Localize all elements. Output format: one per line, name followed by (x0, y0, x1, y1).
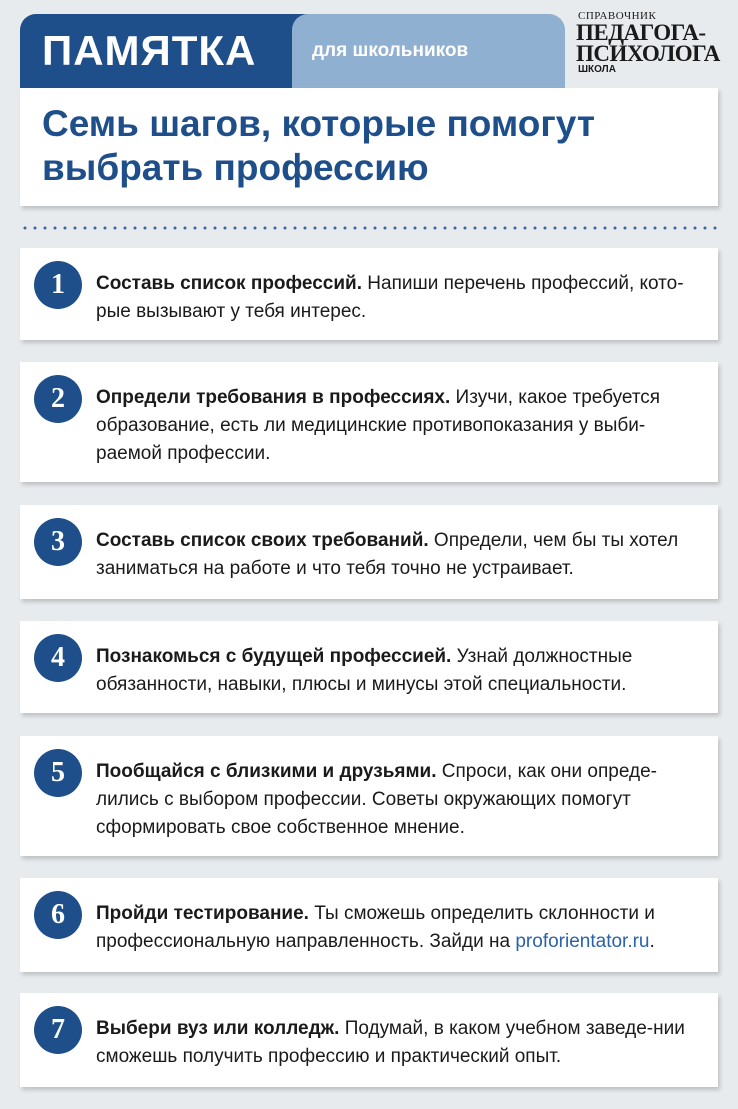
step-body: Определи, чем бы ты хотел заниматься на работе и что тебя точно не устраивает. (96, 530, 679, 579)
dotted-divider (20, 226, 718, 230)
step-card-5 (20, 736, 718, 856)
badge-header (20, 14, 320, 88)
step-number-badge: 6 (34, 891, 82, 939)
step-text (96, 900, 702, 956)
step-card-7 (20, 993, 718, 1087)
step-text (96, 758, 702, 842)
step-heading: Пройди тестирование. (96, 903, 309, 924)
step-body: Подумай, в каком учебном заведе-нии сможешь получить профессию и практический опыт. (96, 1018, 685, 1067)
step-card-4 (20, 621, 718, 713)
step-heading: Составь список профессий. (96, 273, 362, 294)
step-body: Спроси, как они опреде-лились с выбором профессии. Советы окружающих помогут сформировать свое собственное мнение. (96, 761, 657, 838)
logo-line-1: СПРАВОЧНИК (578, 10, 657, 22)
step-body: Узнай должностные обязанности, навыки, плюсы и минусы этой специальности. (96, 646, 633, 695)
step-body-end: . (649, 931, 655, 952)
step-heading: Определи требования в профессиях. (96, 387, 451, 408)
step-number-badge: 2 (34, 375, 82, 423)
logo-line-4: ШКОЛА (578, 64, 616, 75)
audience-label: для школьников (312, 40, 469, 61)
step-heading: Пообщайся с близкими и друзьями. (96, 761, 437, 782)
step-body: Изучи, какое требуется образование, есть ли медицинские противопоказания у выби-раемой профессии. (96, 387, 661, 464)
step-number-badge: 7 (34, 1006, 82, 1054)
step-number-badge: 4 (34, 634, 82, 682)
step-number-badge: 1 (34, 261, 82, 309)
publisher-logo (576, 10, 726, 90)
badge-title: ПАМЯТКА (42, 27, 257, 74)
page-title: Семь шагов, которые помогут выбрать профессию (42, 103, 595, 188)
audience-tab (292, 14, 565, 88)
step-heading: Выбери вуз или колледж. (96, 1018, 340, 1039)
step-number-badge: 3 (34, 518, 82, 566)
title-panel (20, 88, 718, 206)
step-card-3 (20, 505, 718, 599)
step-card-2 (20, 362, 718, 482)
step-heading: Познакомься с будущей профессией. (96, 646, 452, 667)
logo-line-3: ПСИХОЛОГА (576, 41, 720, 66)
step-body: Напиши перечень профессий, кото-рые вызывают у тебя интерес. (96, 273, 684, 322)
step-card-6 (20, 878, 718, 972)
step-heading: Составь список своих требований. (96, 530, 429, 551)
proforientator-link[interactable]: proforientator.ru (515, 931, 650, 952)
step-text (96, 384, 702, 468)
logo-line-2: ПЕДАГОГА- (576, 20, 706, 45)
step-number-badge: 5 (34, 749, 82, 797)
step-body: Ты сможешь определить склонности и профессиональную направленность. Зайди на (96, 903, 655, 952)
step-text (96, 1015, 702, 1071)
step-text (96, 527, 702, 583)
step-text (96, 270, 702, 326)
step-card-1 (20, 248, 718, 340)
step-text (96, 643, 702, 699)
